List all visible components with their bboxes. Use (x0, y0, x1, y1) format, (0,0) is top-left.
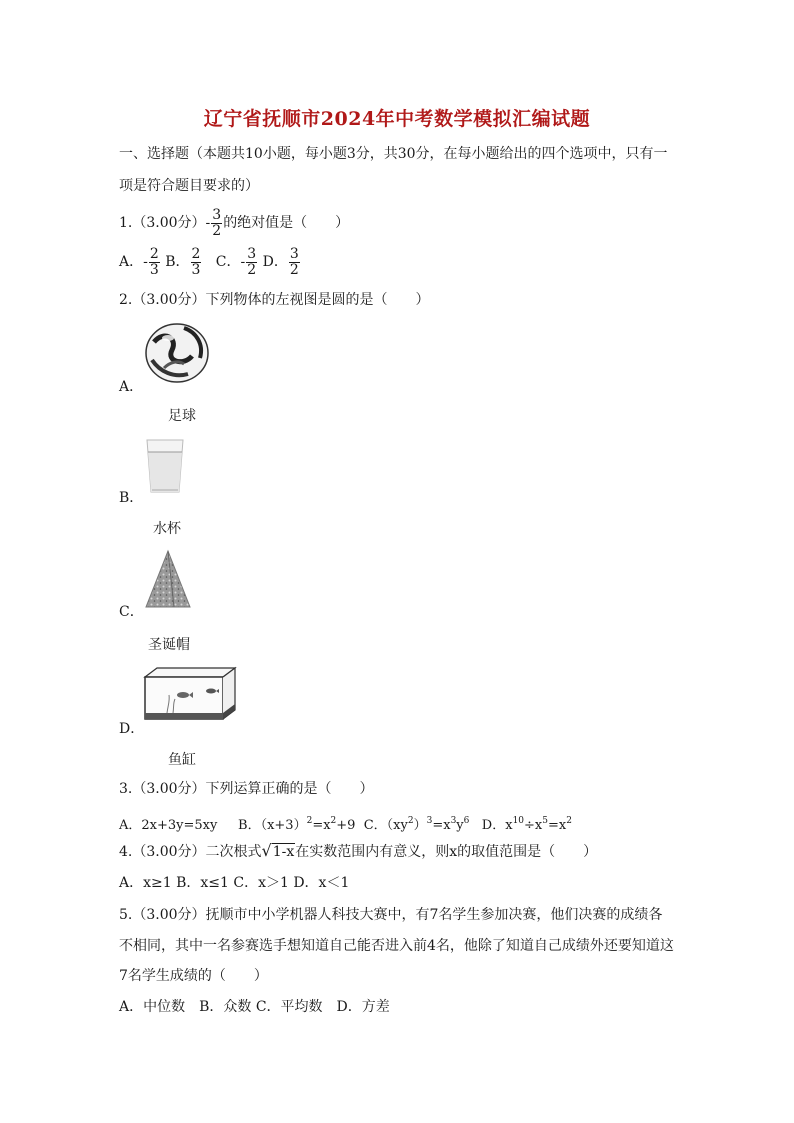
question-1-options: A．- $\frac{2}{3}$ B． $\frac{2}{3}$ C．- $\frac{3}{2}$ D． $\frac{3}{2}$ (119, 245, 299, 278)
section-heading-line2: 项是符合题目要求的） (119, 178, 259, 194)
christmas-hat-image (144, 549, 192, 611)
question-3-options: A．2x+3y=5xy B．$(x+3)^2=x^2+9$ C．$(xy^2)^3=x^3y^6$ D．$x^{10}\div x^5=x^2$ (119, 816, 572, 833)
question-2-stem: 2.（3.00分）下列物体的左视图是圆的是（ ） (119, 292, 430, 308)
cup-image (145, 438, 185, 494)
option-b-caption: 水杯 (153, 521, 181, 537)
option-d-label: D． (119, 721, 145, 737)
option-c-caption: 圣诞帽 (148, 637, 190, 653)
square-root-sign: √1-x (261, 841, 295, 860)
question-3-stem: 3.（3.00分）下列运算正确的是（ ） (119, 781, 374, 797)
option-b-label: B． (119, 490, 144, 506)
option-c-fraction: $\frac{3}{2}$ (247, 245, 257, 278)
fraction: $\frac{3}{2}$ (212, 206, 222, 239)
option-b-fraction: $\frac{2}{3}$ (191, 245, 201, 278)
option-a-label: A． (119, 379, 144, 395)
option-a-fraction: $\frac{2}{3}$ (149, 245, 159, 278)
question-5-line2: 不相同，其中一名参赛选手想知道自己能否进入前4名，他除了知道自己成绩外还要知道这 (119, 938, 674, 954)
question-4-stem: 4.（3.00分）二次根式√1-x在实数范围内有意义，则x的取值范围是（ ） (119, 841, 598, 860)
question-5-options: A．中位数 B．众数 C．平均数 D．方差 (119, 999, 390, 1015)
question-5-line3: 7名学生成绩的（ ） (119, 968, 268, 984)
question-1-stem: 1.（3.00分）- $\frac{3}{2}$ 的绝对值是（ ） (119, 206, 350, 239)
section-heading-line1: 一、选择题（本题共10小题，每小题3分，共30分，在每小题给出的四个选项中，只有一 (119, 146, 668, 162)
football-image (144, 322, 210, 384)
option-c-label: C． (119, 604, 144, 620)
option-d-caption: 鱼缸 (168, 752, 196, 768)
fish-tank-image (143, 665, 237, 723)
question-5-line1: 5.（3.00分）抚顺市中小学机器人科技大赛中，有7名学生参加决赛，他们决赛的成绩各 (119, 907, 663, 923)
page-title: 辽宁省抚顺市2024年中考数学模拟汇编试题 (203, 108, 591, 130)
option-d-fraction: $\frac{3}{2}$ (289, 245, 299, 278)
question-4-options: A．x≥1 B．x≤1 C．x＞1 D．x＜1 (119, 875, 350, 891)
option-a-caption: 足球 (168, 408, 196, 424)
